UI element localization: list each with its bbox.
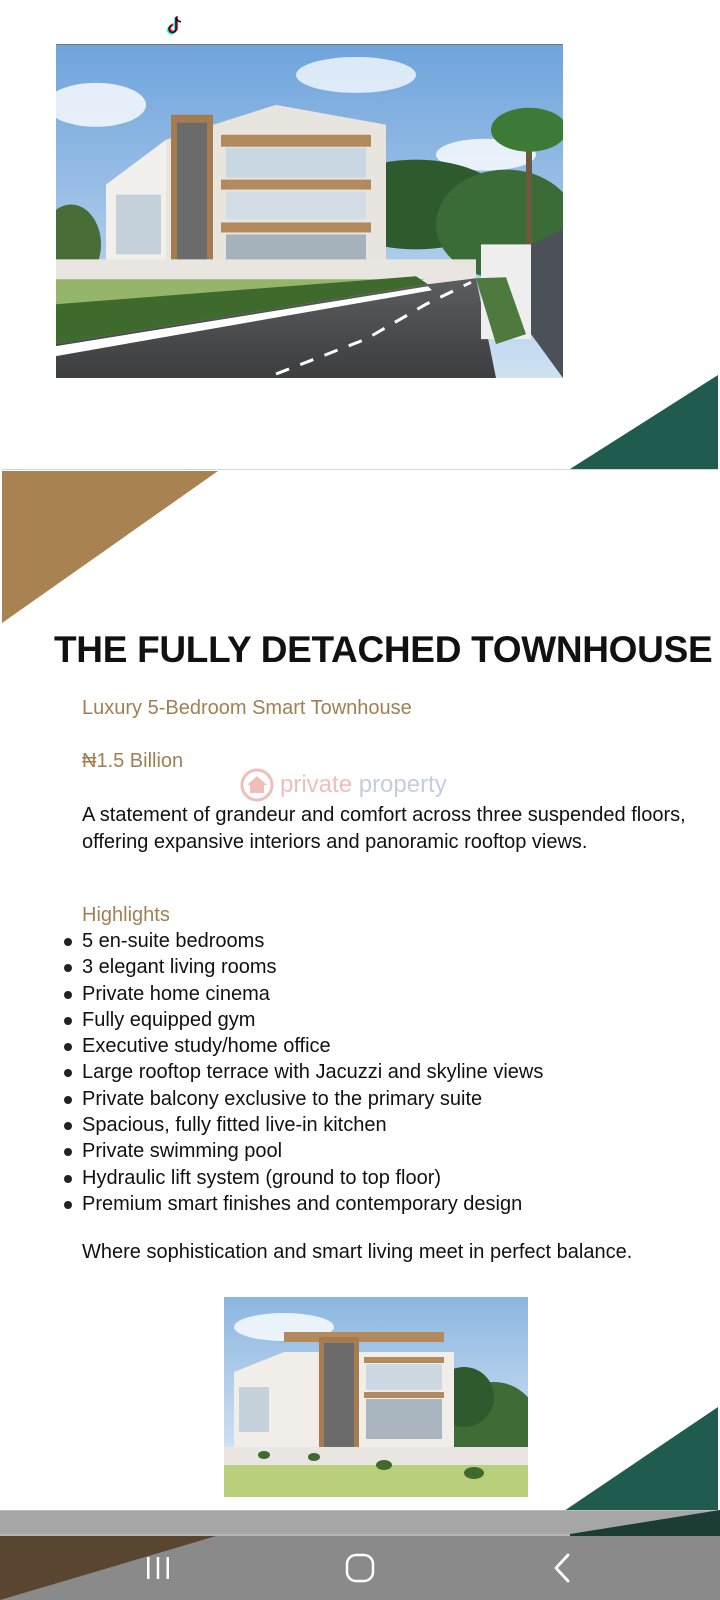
document-page-2 [2, 471, 718, 1511]
list-item: Private swimming pool [64, 1138, 714, 1164]
list-item: 3 elegant living rooms [64, 954, 714, 980]
list-item: Hydraulic lift system (ground to top floor) [64, 1165, 714, 1191]
home-icon [344, 1552, 376, 1584]
watermark [240, 767, 490, 803]
bullet-icon [64, 938, 72, 946]
townhouse-render-image [56, 44, 563, 378]
recents-button[interactable] [128, 1548, 188, 1588]
decorative-triangle-green-2 [564, 1407, 718, 1511]
bullet-icon [64, 1201, 72, 1209]
tiktok-icon [163, 14, 187, 38]
list-item: 5 en-suite bedrooms [64, 928, 714, 954]
decorative-triangle-gold [2, 471, 218, 623]
listing-description: A statement of grandeur and comfort across three suspended floors, offering expansive interiors and panoramic rooftop views. [82, 804, 686, 853]
bullet-icon [64, 1148, 72, 1156]
listing-price: ₦1.5 Billion [82, 750, 184, 772]
bullet-icon [64, 964, 72, 972]
bullet-icon [64, 1043, 72, 1051]
back-icon [548, 1552, 576, 1584]
recents-icon [143, 1554, 173, 1582]
bullet-icon [64, 1017, 72, 1025]
home-button[interactable] [330, 1548, 390, 1588]
bullet-icon [64, 1175, 72, 1183]
decorative-triangle-green [570, 375, 718, 469]
list-item: Premium smart finishes and contemporary design [64, 1191, 714, 1217]
watermark-brand-1: private [280, 771, 353, 798]
list-item: Spacious, fully fitted live-in kitchen [64, 1112, 714, 1138]
back-button[interactable] [532, 1548, 592, 1588]
bullet-icon [64, 1096, 72, 1104]
closing-line: Where sophistication and smart living meet in perfect balance. [82, 1241, 633, 1263]
list-item: Fully equipped gym [64, 1007, 714, 1033]
townhouse-render-image-2 [224, 1297, 528, 1497]
listing-subtitle: Luxury 5-Bedroom Smart Townhouse [82, 697, 412, 719]
bullet-icon [64, 991, 72, 999]
system-navigation-bar [0, 1510, 720, 1600]
list-item: Large rooftop terrace with Jacuzzi and skyline views [64, 1059, 714, 1085]
house-icon [240, 768, 278, 802]
list-item: Private balcony exclusive to the primary suite [64, 1086, 714, 1112]
listing-title: THE FULLY DETACHED TOWNHOUSE [54, 629, 713, 670]
bullet-icon [64, 1122, 72, 1130]
highlights-list [64, 928, 714, 1217]
list-item: Private home cinema [64, 981, 714, 1007]
watermark-brand-2: property [352, 771, 447, 798]
highlights-heading: Highlights [82, 904, 170, 926]
list-item: Executive study/home office [64, 1033, 714, 1059]
document-page-1 [2, 0, 718, 470]
bullet-icon [64, 1069, 72, 1077]
